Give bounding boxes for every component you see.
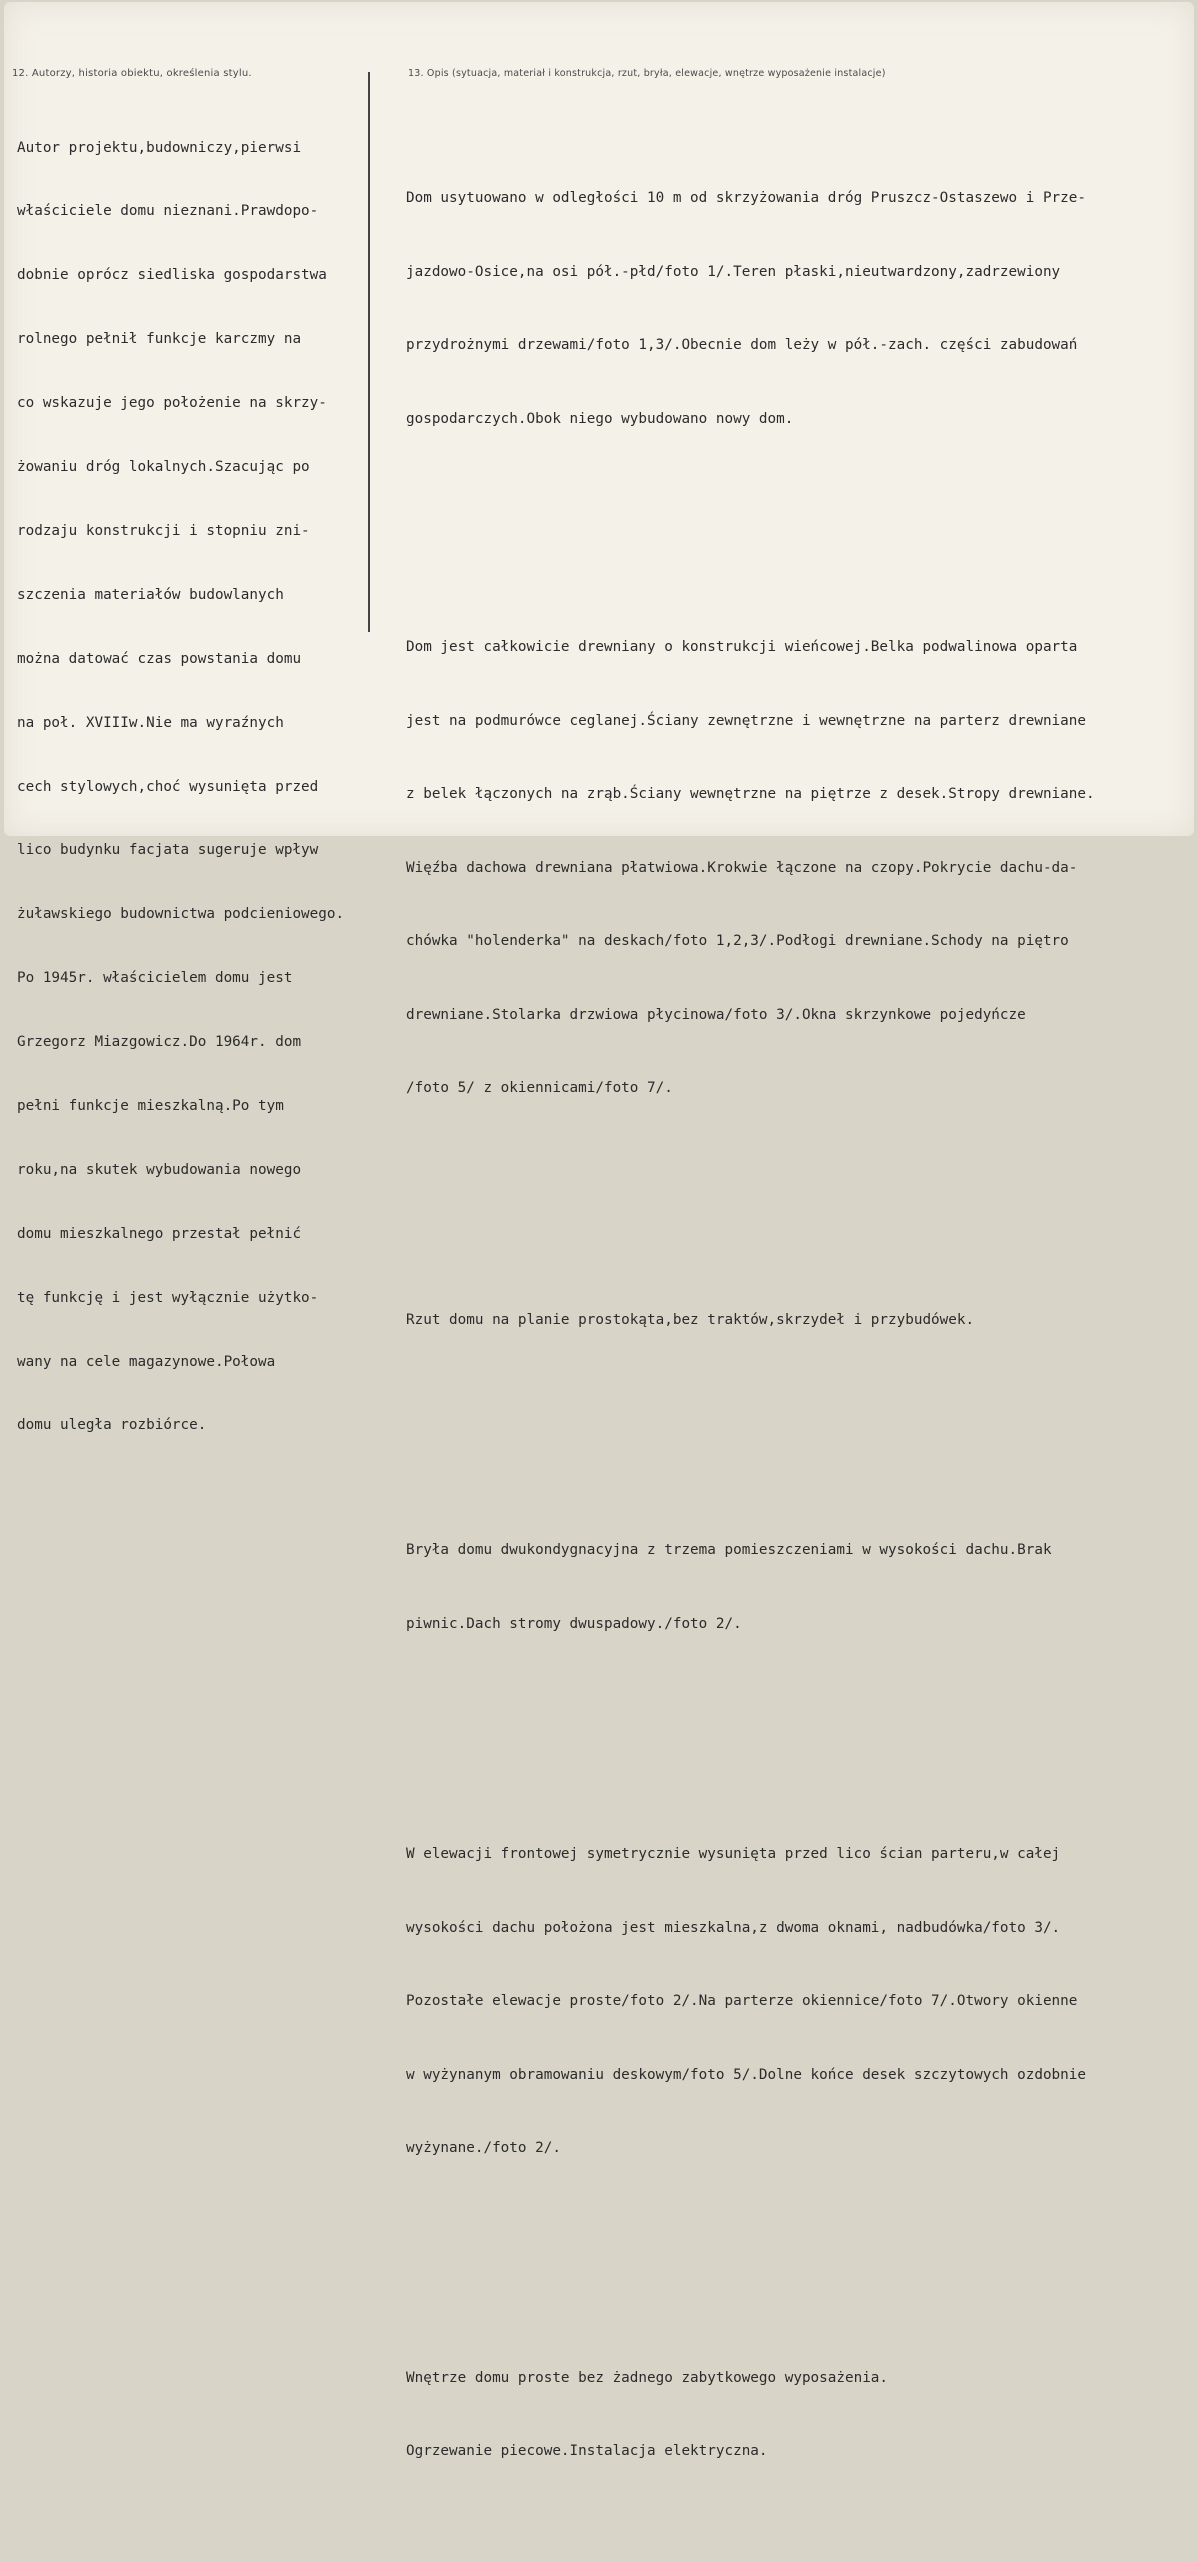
text-line: można datować czas powstania domu	[17, 650, 302, 667]
text-line: właściciele domu nieznani.Prawdopo-	[17, 203, 319, 220]
text-line: Autor projektu,budowniczy,pierwsi	[17, 139, 302, 156]
text-line: wany na cele magazynowe.Połowa	[17, 1353, 276, 1370]
text-line: dobnie oprócz siedliska gospodarstwa	[17, 267, 327, 284]
text-line: lico budynku facjata sugeruje wpływ	[17, 842, 319, 859]
text-line: roku,na skutek wybudowania nowego	[17, 1161, 302, 1178]
text-line: co wskazuje jego położenie na skrzy-	[17, 395, 327, 412]
text-line: drewniane.Stolarka drzwiowa płycinowa/foto 3/.Okna skrzynkowe pojedyńcze	[406, 1006, 1026, 1023]
paragraph-form	[406, 1489, 1095, 1685]
text-line: Więźba dachowa drewniana płatwiowa.Krokwie łączone na czopy.Pokrycie dachu-da-	[406, 859, 1078, 876]
text-line: jest na podmurówce ceglanej.Ściany zewnętrzne i wewnętrzne na parterz drewniane	[406, 712, 1086, 729]
text-line: Ogrzewanie piecowe.Instalacja elektryczna.	[406, 2443, 768, 2459]
text-line: rodzaju konstrukcji i stopniu zni-	[17, 522, 310, 539]
document-card	[4, 2, 1194, 2459]
text-line: szczenia materiałów budowlanych	[17, 586, 284, 603]
text-line: Grzegorz Miazgowicz.Do 1964r. dom	[17, 1034, 302, 1051]
text-line: wyżynane./foto 2/.	[406, 2140, 561, 2156]
text-line: na poł. XVIIIw.Nie ma wyraźnych	[17, 714, 284, 731]
text-line: żuławskiego budownictwa podcieniowego.	[17, 906, 345, 923]
section-12-header: 12. Autorzy, historia obiektu, określenia stylu.	[12, 68, 252, 79]
text-line: wysokości dachu położona jest mieszkalna,z dwoma oknami, nadbudówka/foto 3/.	[406, 1919, 1061, 1936]
text-line: domu uległa rozbiórce.	[17, 1417, 207, 1434]
text-line: tę funkcję i jest wyłącznie użytko-	[17, 1289, 319, 1306]
text-line: rolnego pełnił funkcje karczmy na	[17, 331, 302, 348]
text-line: Dom usytuowano w odległości 10 m od skrzyżowania dróg Pruszcz-Ostaszewo i Prze-	[406, 190, 1086, 206]
column-divider	[368, 72, 370, 632]
text-line: W elewacji frontowej symetrycznie wysunięta przed lico ścian parteru,w całej	[406, 1846, 1061, 1862]
text-line: jazdowo-Osice,na osi pół.-płd/foto 1/.Teren płaski,nieutwardzony,zadrzewiony	[406, 263, 1061, 280]
text-line: Dom jest całkowicie drewniany o konstrukcji wieńcowej.Belka podwalinowa oparta	[406, 639, 1078, 655]
paragraph-elevations	[406, 1793, 1095, 2210]
text-line: Wnętrze domu proste bez żadnego zabytkowego wyposażenia.	[406, 2369, 889, 2386]
text-line: Rzut domu na planie prostokąta,bez traktów,skrzydeł i przybudówek.	[406, 1311, 975, 1328]
text-line: /foto 5/ z okiennicami/foto 7/.	[406, 1080, 673, 1096]
text-line: w wyżynanym obramowaniu deskowym/foto 5/.Dolne końce desek szczytowych ozdobnie	[406, 2066, 1086, 2083]
paragraph-interior	[406, 2317, 1095, 2513]
text-line: domu mieszkalnego przestał pełnić	[17, 1225, 302, 1242]
description-text	[406, 88, 1095, 2562]
text-line: cech stylowych,choć wysunięta przed	[17, 778, 319, 795]
paragraph-construction	[406, 586, 1095, 1150]
text-line: piwnic.Dach stromy dwuspadowy./foto 2/.	[406, 1615, 742, 1632]
text-line: chówka "holenderka" na deskach/foto 1,2,3/.Podłogi drewniane.Schody na piętro	[406, 933, 1069, 949]
text-line: pełni funkcje mieszkalną.Po tym	[17, 1097, 284, 1114]
text-line: Pozostałe elewacje proste/foto 2/.Na parterze okiennice/foto 7/.Otwory okienne	[406, 1993, 1078, 2009]
authors-history-text	[17, 95, 344, 1479]
text-line: przydrożnymi drzewami/foto 1,3/.Obecnie dom leży w pół.-zach. części zabudowań	[406, 337, 1078, 353]
text-line: gospodarczych.Obok niego wybudowano nowy dom.	[406, 410, 794, 427]
paragraph-situation	[406, 137, 1095, 480]
text-line: Bryła domu dwukondygnacyjna z trzema pomieszczeniami w wysokości dachu.Brak	[406, 1542, 1052, 1558]
paragraph-plan	[406, 1259, 1095, 1382]
text-line: z belek łączonych na zrąb.Ściany wewnętrzne na piętrze z desek.Stropy drewniane.	[406, 786, 1095, 802]
section-13-header: 13. Opis (sytuacja, materiał i konstrukcja, rzut, bryła, elewacje, wnętrze wyposażenie instalacje)	[408, 68, 886, 79]
text-line: Po 1945r. właścicielem domu jest	[17, 970, 293, 987]
text-line: żowaniu dróg lokalnych.Szacując po	[17, 459, 310, 476]
